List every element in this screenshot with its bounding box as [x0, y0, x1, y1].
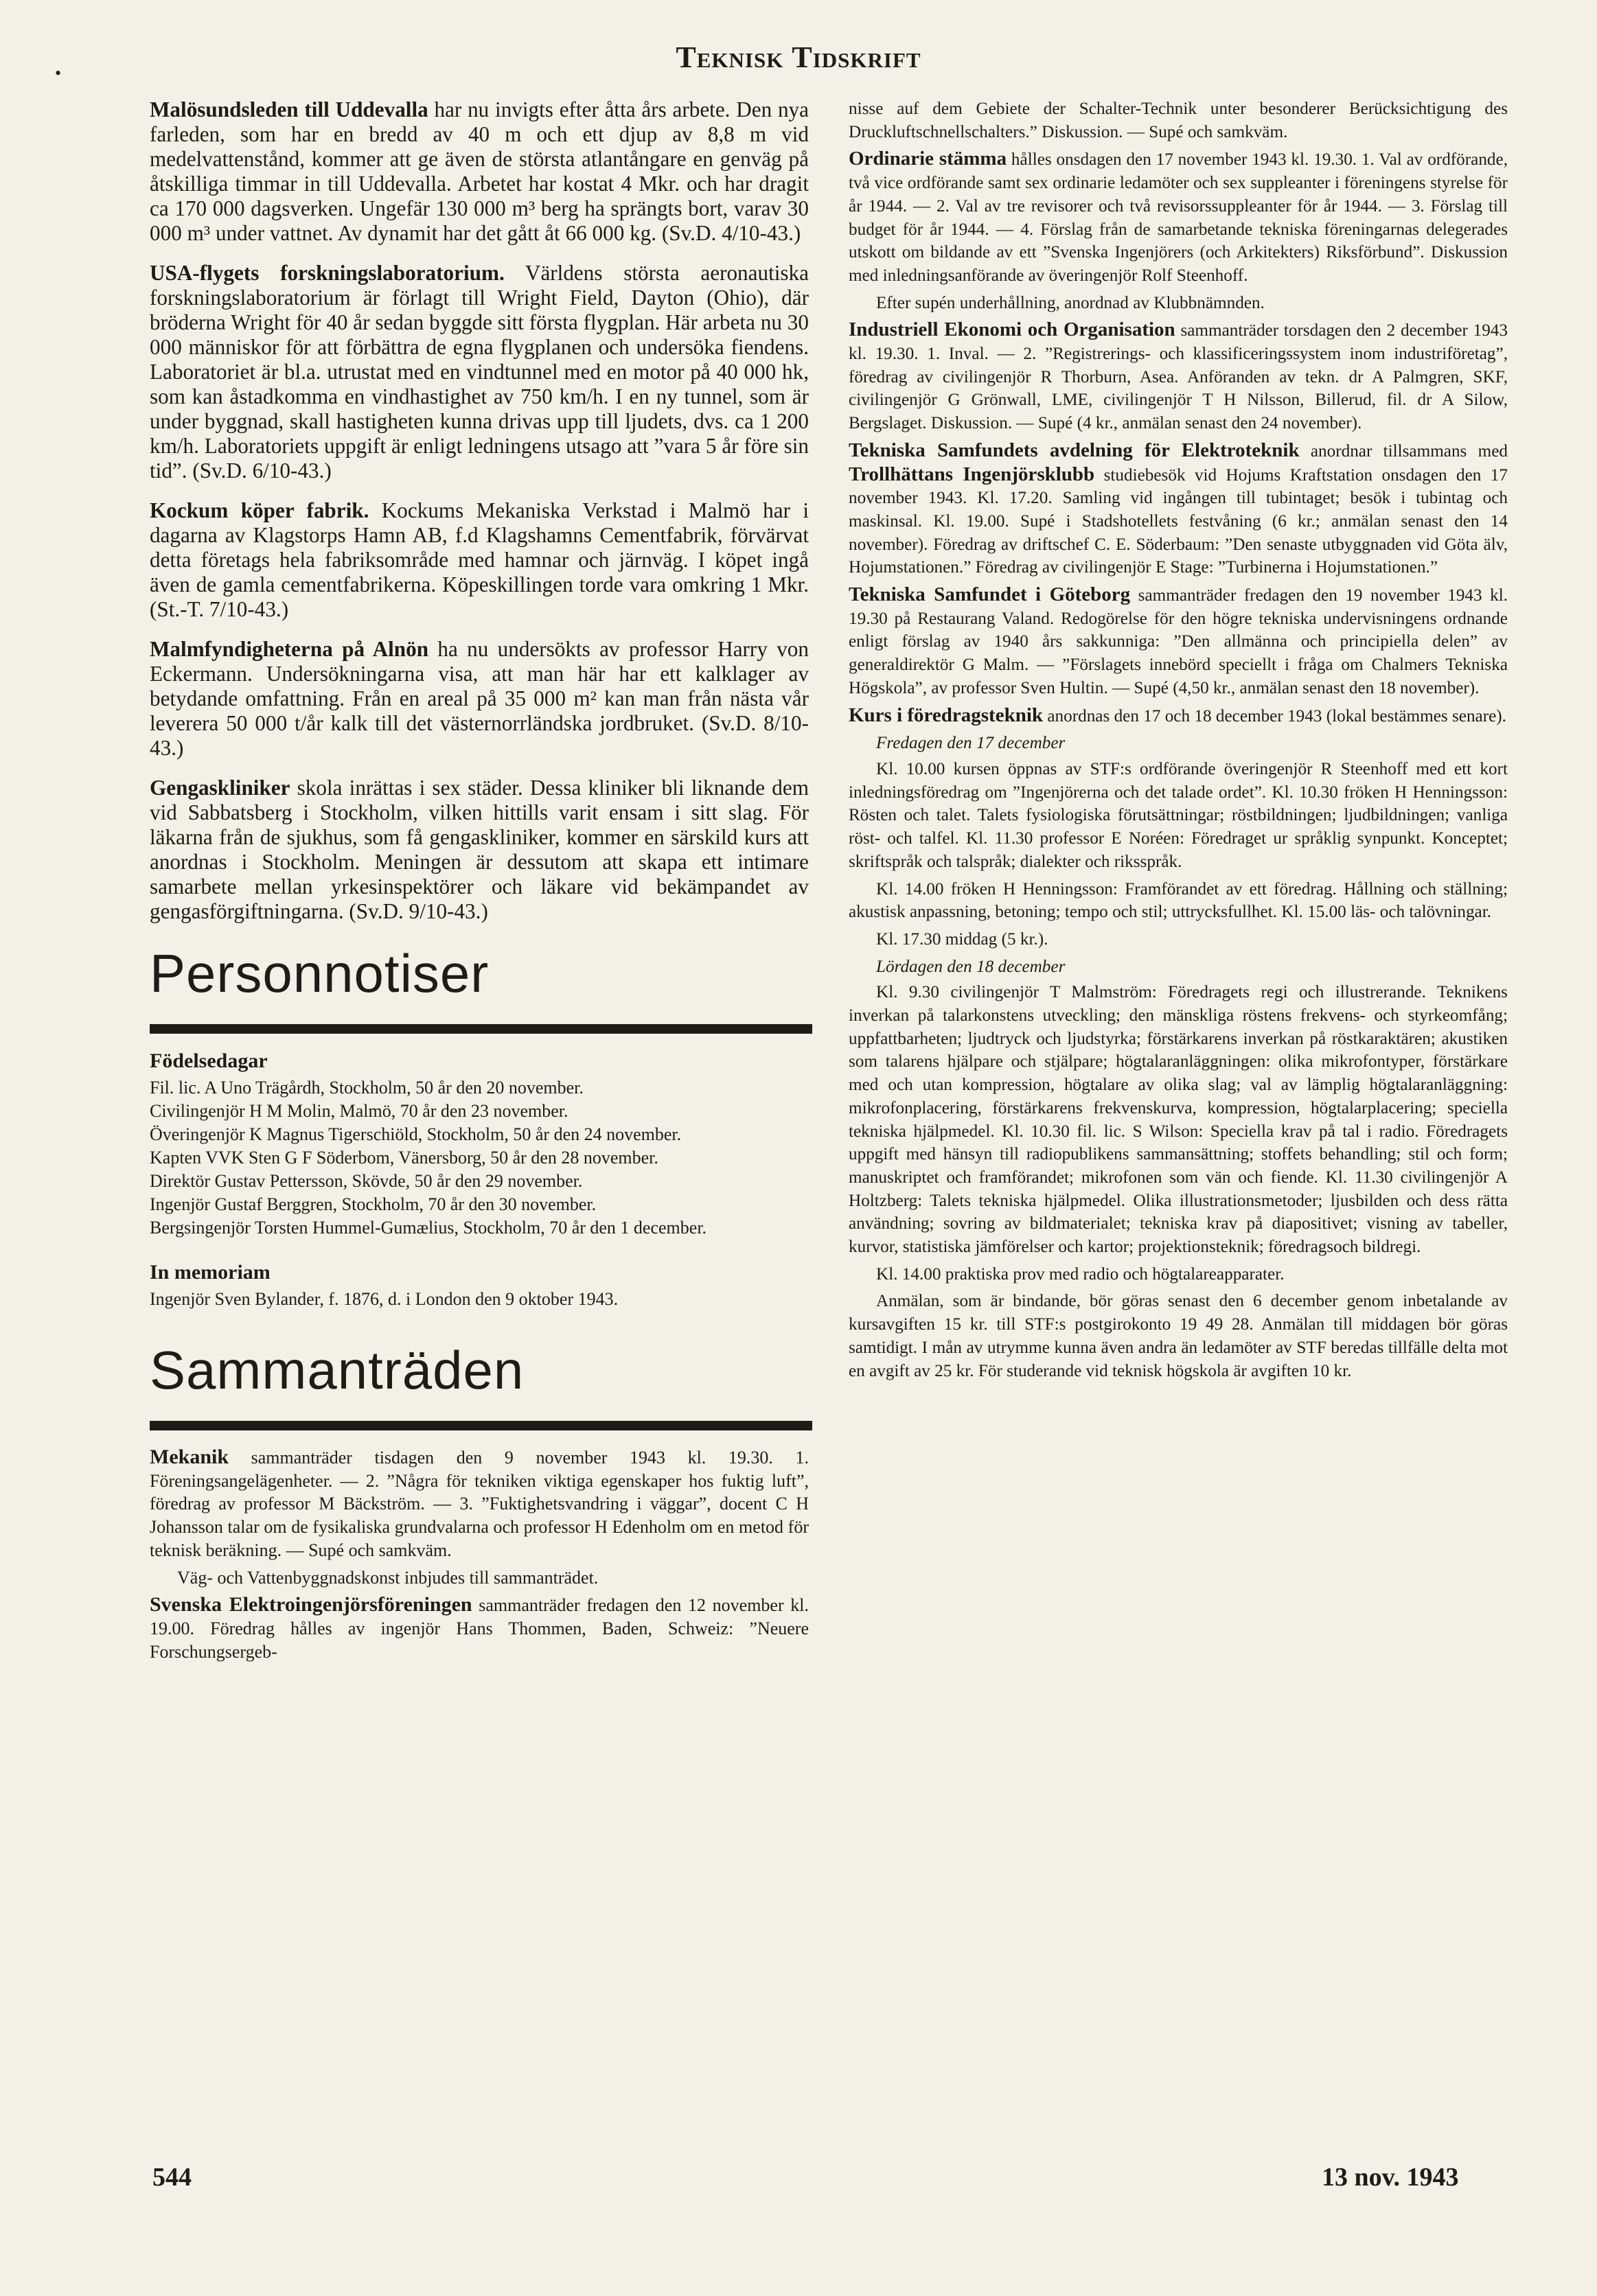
- memoriam-entry: Ingenjör Sven Bylander, f. 1876, d. i London den 9 oktober 1943.: [150, 1289, 619, 1309]
- meetings-left: [150, 1446, 809, 1663]
- news-text: Kockums Mekaniska Verkstad i Malmö har i dagarna av Klagstorps Hamn AB, f.d Klagshamns Cementfabrik, förvärvat detta företags hela fabriksområde med hamnar och järnväg. I köpet ingå även de gamla cementfabrikerna. Köpeskillingen torde vara omkring 1 Mkr. (St.-T. 7/10-43.): [150, 498, 809, 621]
- news-item-kockum: [150, 498, 809, 622]
- news-headline: Malmfyndigheterna på Alnön: [150, 637, 429, 661]
- notice-mekanik: [150, 1446, 809, 1562]
- news-text: skola inrättas i sex städer. Dessa kliniker bli liknande dem vid Sabbatsberg i Stockholm, vilken hittills varit ensam i sitt slag. För läkarna från de sjukhus, som få gengaskliniker, kommer en särskild kurs att anordnas i Stockholm. Meningen är dessutom att skapa ett intimare samarbete mellan yrkesinspektörer och läkare vid bekämpandet av gengasförgiftningarna. (Sv.D. 9/10-43.): [150, 776, 809, 923]
- birthday-entry: Direktör Gustav Pettersson, Skövde, 50 år den 29 november.: [150, 1171, 583, 1191]
- subheading-in-memoriam: In memoriam: [150, 1261, 271, 1284]
- news-text: har nu invigts efter åtta års arbete. Den nya farleden, som har en bredd av 40 m och ett djup av 8,8 m vid medelvattenstånd, kommer att ge även de största atlantångare en genväg på åtskilliga timmar in till Uddevalla. Arbetet har kostat 4 Mkr. och har dragit ca 170 000 dagsverken. Ungefär 130 000 m³ berg ha sprängts bort, varav 30 000 m³ under vattnet. Av dynamit har det gått åt 66 000 kg. (Sv.D. 4/10-43.): [150, 97, 809, 245]
- notice-ordinarie-stamma: [849, 148, 1508, 287]
- notice-text: anordnar tillsammans med: [1299, 441, 1508, 461]
- notice-text: sammanträder fredagen den 19 november 1943 kl. 19.30 på Restaurang Valand. Redogörelse för den högre tekniska undervisningens ordnande enligt förslag av 1940 års sakkunniga: ”Den allmänna och principiella delen” av generaldirektör G Malm. — ”Förslagets innebörd speciellt i fråga om Chalmers Tekniska Högskola”, av professor Sven Hultin. — Supé (4,50 kr., anmälan senast den 18 november).: [849, 586, 1508, 697]
- news-headline: Malösundsleden till Uddevalla: [150, 97, 428, 121]
- notice-text: anordnas den 17 och 18 december 1943 (lokal bestämmes senare).: [1043, 706, 1506, 726]
- notice-continuation: nisse auf dem Gebiete der Schalter-Technik unter besonderer Berücksichtigung des Druckluftschnellschalters.” Diskussion. — Supé och samkväm.: [849, 100, 1508, 141]
- birthday-entry: Överingenjör K Magnus Tigerschiöld, Stockholm, 50 år den 24 november.: [150, 1124, 682, 1144]
- notice-headline: Kurs i föredragsteknik: [849, 704, 1044, 726]
- news-item-gengaskliniker: [150, 776, 809, 924]
- notice-tekniska-goteborg: [849, 583, 1508, 700]
- notice-text: studiebesök vid Hojums Kraftstation onsdagen den 17 november 1943. Kl. 17.20. Samling vid ingången till tubintaget; besök i tubintag och maskinsal. Kl. 19.00. Supé i Stadshotellets festvåning (6 kr.; anmälan senast den 14 november). Föredrag av driftschef C. E. Söderbaum: ”Den senaste utbyggnaden vid Göta älv, Hojumstationen.” Föredrag av civilingenjör E Stage: ”Turbinerna i Hojumstationen.”: [849, 465, 1508, 577]
- notice-after: Efter supén underhållning, anordnad av Klubbnämnden.: [876, 293, 1265, 312]
- notice-text: sammanträder torsdagen den 2 december 1943 kl. 19.30. 1. Inval. — 2. ”Registrerings- och klassificeringssystem inom industriföretag”, föredrag av civilingenjör R Thorburn, Asea. Anföranden av tekn. dr A Palmgren, SKF, civilingenjör G Grönwall, LME, civilingenjör T H Nilsson, Billerud, fil. dr A Silow, Bergslaget. Diskussion. — Supé (4 kr., anmälan senast den 24 november).: [849, 321, 1508, 433]
- birthday-entry: Civilingenjör H M Molin, Malmö, 70 år den 23 november.: [150, 1101, 568, 1121]
- schedule-paragraph: Kl. 14.00 fröken H Henningsson: Framförandet av ett föredrag. Hållning och ställning; akustisk anpassning, betoning; tempo och stil; uttrycksfullhet. Kl. 15.00 läs- och talövningar.: [849, 879, 1508, 922]
- notice-industriell-ekonomi: [849, 318, 1508, 435]
- notice-headline: Ordinarie stämma: [849, 148, 1007, 170]
- masthead-tidskrift: Tidskrift: [792, 40, 921, 74]
- notice-tekniska-elektroteknik: [849, 439, 1508, 579]
- masthead: [0, 40, 1597, 75]
- day-heading-friday: Fredagen den 17 december: [876, 734, 1066, 753]
- schedule-paragraph: Kl. 9.30 civilingenjör T Malmström: Föredragets regi och illustrerande. Teknikens inverkan på talarkonstens utveckling; den mänskliga röstens frekvens- och styrkeomfång; uppfattbarheten; ljudtryck och ljudstyrka; förstärkarens inverkan på röstkaraktären; akustiken som talarens hjälpare och stjälpare; högtalaranläggningen: olika mikrofontyper, förstärkare med och utan kompression, högtalare av olika slag; val av lämplig högtalaranläggning: mikrofonplacering, förstärkarens frekvenskurva, kompression, högtalarplacering; speciella tekniska hjälpmedel. Kl. 10.30 fil. lic. S Wilson: Speciella krav på tal i radio. Föredragets uppgift med hänsyn till radiopublikens sammansättning; stoffets behandling; stil och form; manuskriptet och framförandet; mikrofonen som vän och fiende. Kl. 11.30 civilingenjör A Holtzberg: Talets tekniska hjälpmedel. Olika illustrationsmetoder; ljusbilden och dess rätta användning; sovring av bildmaterialet; tekniska krav på diapositivet; visning av tabeller, kurvor, statistiska jämförelser och kartor; projektionsteknik; föredragsoch bildregi.: [849, 983, 1508, 1257]
- notice-headline: Svenska Elektroingenjörsföreningen: [150, 1593, 472, 1616]
- schedule-paragraph: Kl. 10.00 kursen öppnas av STF:s ordförande överingenjör R Steenhoff med ett kort inledningsföredrag om ”Ingenjörerna och det talade ordet”. Kl. 10.30 fröken H Henningsson: Rösten och talet. Talets fysiologiska förutsättningar; röstbildningen; ljudbildningen; vanliga röst- och talfel. Kl. 11.30 professor E Noréen: Föredraget ur språklig synpunkt. Konceptet; skriftspråk och talspråk; dialekter och riksspråk.: [849, 759, 1508, 871]
- day-heading-saturday: Lördagen den 18 december: [876, 957, 1066, 976]
- news-item-alnon: [150, 637, 809, 761]
- schedule-paragraph: Kl. 14.00 praktiska prov med radio och högtalareapparater.: [876, 1264, 1285, 1284]
- news-text: ha nu undersökts av professor Harry von Eckermann. Undersökningarna visa, att man här har ett kalklager av betydande omfattning. Från en areal på 35 000 m² kan man från nästa vår leverera 50 000 t/år kalk till det västernorrländska jordbruket. (Sv.D. 8/10-43.): [150, 637, 809, 760]
- notice-headline: Tekniska Samfundet i Göteborg: [849, 583, 1131, 606]
- page-number: 544: [152, 2163, 192, 2192]
- notice-text: sammanträder fredagen den 12 november kl. 19.00. Föredrag hålles av ingenjör Hans Thommen, Baden, Schweiz: ”Neuere Forschungsergeb-: [150, 1595, 809, 1662]
- notice-text: hålles onsdagen den 17 november 1943 kl. 19.30. 1. Val av ordförande, två vice ordförande samt sex ordinarie ledamöter och sex suppleanter i föreningens styrelse för år 1944. — 2. Val av tre revisorer och två revisorssuppleanter för år 1944. — 3. Förslag till budget för år 1944. — 4. Förslag från de samarbetande tekniska föreningarnas delegerades utskott om bildande av ett ”Svenska Ingenjörers (och Arkitekters) Riksförbund”. Diskussion med inledningsanförande av överingenjör Rolf Steenhoff.: [849, 150, 1508, 285]
- issue-date: 13 nov. 1943: [1322, 2163, 1459, 2192]
- notice-text: sammanträder tisdagen den 9 november 1943 kl. 19.30. 1. Föreningsangelägenheter. — 2. ”Några för tekniken viktiga egenskaper hos fuktig luft”, föredrag av professor M Bäckström. — 3. ”Fuktighetsvandring i väggar”, docent C H Johansson talar om de fysikaliska grundvalarna och professor H Edenholm om en metod för teknisk beräkning. — Supé och samkväm.: [150, 1448, 809, 1560]
- birthday-entry: Bergsingenjör Torsten Hummel-Gumælius, Stockholm, 70 år den 1 december.: [150, 1218, 707, 1238]
- section-rule: [150, 1421, 812, 1430]
- birthday-entry: Ingenjör Gustaf Berggren, Stockholm, 70 år den 30 november.: [150, 1194, 597, 1214]
- news-headline: USA-flygets forskningslaboratorium.: [150, 261, 505, 285]
- registration-paragraph: Anmälan, som är bindande, bör göras senast den 6 december genom inbetalande av kursavgiften 15 kr. till STF:s postgirokonto 19 49 28. Anmälan till middagen bör göras samtidigt. I mån av utrymme kunna även andra än ledamöter av STF beredas tillfälle delta mot en avgift av 25 kr. För studerande vid teknisk högskola är avgiften 10 kr.: [849, 1292, 1508, 1380]
- birthday-entry: Fil. lic. A Uno Trägårdh, Stockholm, 50 år den 20 november.: [150, 1078, 584, 1098]
- margin-dot: •: [55, 63, 62, 83]
- news-headline: Kockum köper fabrik.: [150, 498, 369, 522]
- notice-vag: Väg- och Vattenbyggnadskonst inbjudes till sammanträdet.: [177, 1567, 599, 1588]
- news-headline: Gengaskliniker: [150, 776, 290, 800]
- notice-kurs: [849, 704, 1508, 728]
- notice-headline: Trollhättans Ingenjörsklubb: [849, 463, 1095, 485]
- notice-headline: Tekniska Samfundets avdelning för Elektroteknik: [849, 439, 1300, 461]
- right-column: [849, 97, 1508, 1387]
- news-item-malosundsleden: [150, 97, 809, 246]
- left-column: [150, 97, 809, 1667]
- notice-headline: Mekanik: [150, 1446, 229, 1468]
- notice-headline: Industriell Ekonomi och Organisation: [849, 318, 1175, 341]
- schedule-paragraph: Kl. 17.30 middag (5 kr.).: [876, 929, 1048, 949]
- notice-svenska-elektro: [150, 1593, 809, 1663]
- news-text: Världens största aeronautiska forskningslaboratorium är förlagt till Wright Field, Dayton (Ohio), där bröderna Wright för 40 år sedan byggde sitt första flygplan. Här arbeta nu 30 000 människor för att förbättra de egna flygplanen och undersöka fiendens. Laboratoriet är bl.a. utrustat med en vindtunnel med en motor på 40 000 hk, som kan åstadkomma en vindhastighet av 750 km/h. I en ny tunnel, som är under byggnad, skall hastigheten kunna drivas upp till ljudets, dvs. ca 1 200 km/h. Laboratoriets uppgift är enligt ledningens utsago att ”vara 5 år före sin tid”. (Sv.D. 6/10-43.): [150, 261, 809, 483]
- birthday-entry: Kapten VVK Sten G F Söderbom, Vänersborg, 50 år den 28 november.: [150, 1148, 658, 1168]
- section-heading-personnotiser: Personnotiser: [150, 943, 490, 1004]
- news-item-usa-flyget: [150, 261, 809, 483]
- section-heading-sammantraden: Sammanträden: [150, 1340, 525, 1400]
- section-rule: [150, 1024, 812, 1034]
- subheading-birthdays: Födelsedagar: [150, 1050, 268, 1072]
- masthead-teknisk: Teknisk: [676, 40, 784, 74]
